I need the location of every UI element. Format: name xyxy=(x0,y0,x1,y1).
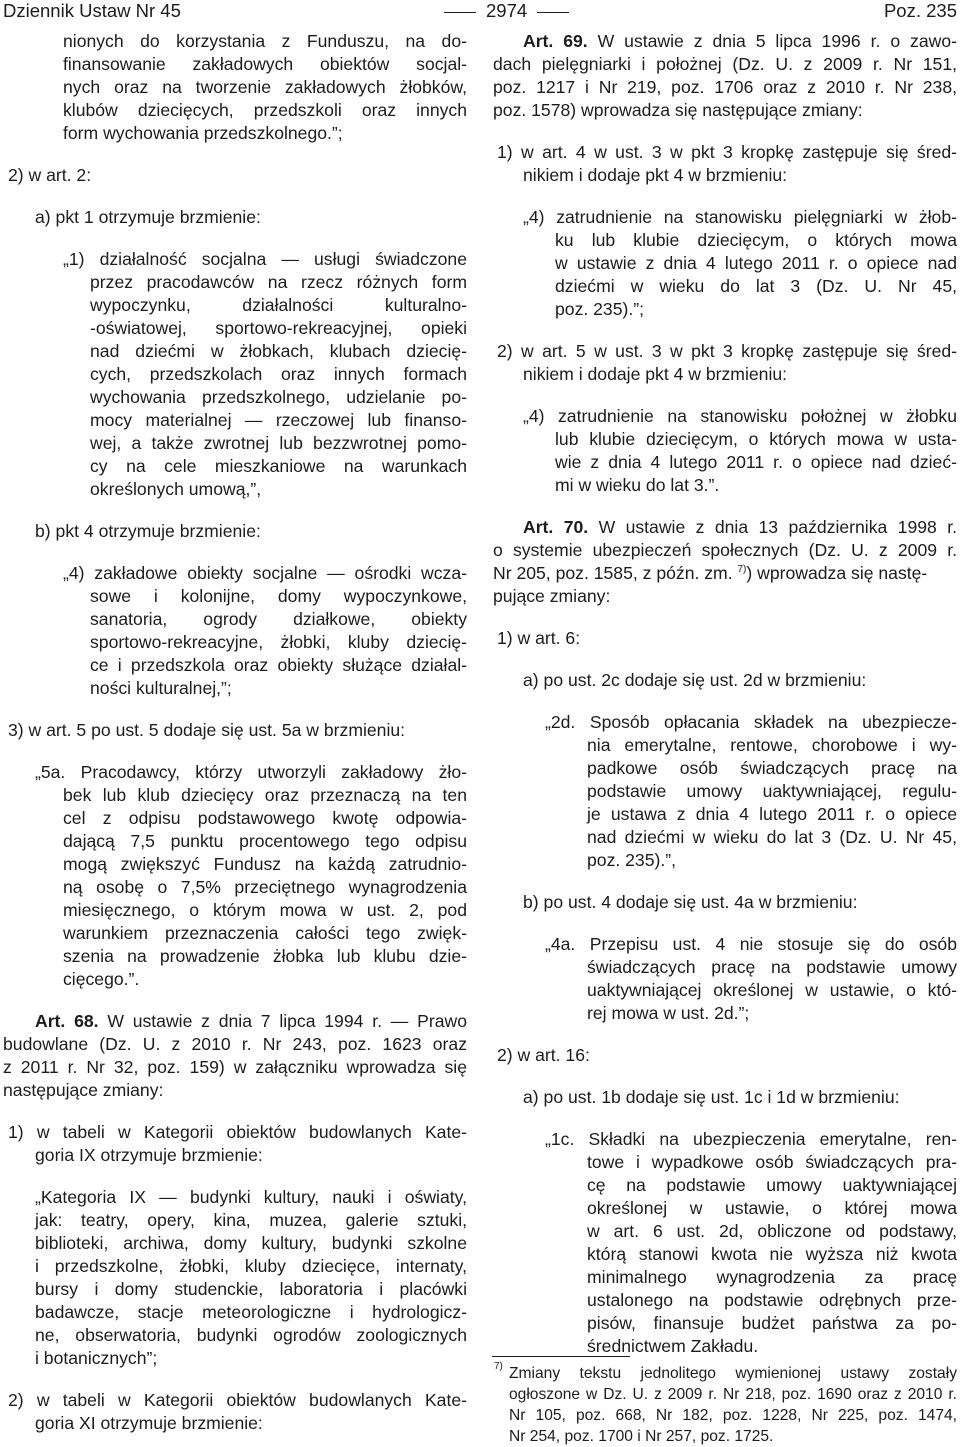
text-line: cel z odpisu podstawowego kwotę odpowia- xyxy=(63,808,467,828)
text-line: „4) zakładowe obiekty socjalne — ośrodki wcza- xyxy=(63,563,467,583)
text-line: „5a. Pracodawcy, którzy utworzyli zakładowy żło- xyxy=(35,762,467,782)
text-line: je ustawa z dnia 4 lutego 2011 r. o opiece xyxy=(587,804,957,824)
text-line: określonej w ustawie, o której mowa xyxy=(587,1198,957,1218)
text-line: Nr 205, poz. 1585, z późn. zm. $^{7)}$) wprowadza się nastę- xyxy=(493,563,928,583)
text-line: określonych umową,”, xyxy=(90,479,262,499)
text-line: o systemie ubezpieczeń społecznych (Dz. U. z 2009 r. xyxy=(493,540,957,560)
text-line: nad dziećmi w wieku do lat 3 (Dz. U. Nr 45, xyxy=(587,827,957,847)
text-line: uaktywniającej określonej w ustawie, o któ- xyxy=(587,980,957,1000)
text-line: cych, przedszkolach oraz innych formach xyxy=(90,364,467,384)
text-line: dającą 7,5 punktu procentowego tego odpisu xyxy=(63,831,467,851)
text-line: szenia na prowadzenie żłobka lub klubu dzie- xyxy=(63,946,467,966)
text-line: dach pielęgniarki i położnej (Dz. U. z 2009 r. Nr 151, xyxy=(493,54,957,74)
text-line: -oświatowej, sportowo-rekreacyjnej, opieki xyxy=(90,318,467,338)
text-line: 2) w tabeli w Kategorii obiektów budowlanych Kate- xyxy=(8,1390,467,1410)
text-line: rej mowa w ust. 2d.”; xyxy=(587,1003,750,1023)
footnote-rule xyxy=(492,1356,630,1357)
text-line: padkowe osób świadczących pracę na xyxy=(587,758,957,778)
text-line: nia emerytalne, rentowe, chorobowe i wy- xyxy=(587,735,957,755)
text-line: pujące zmiany: xyxy=(493,586,611,606)
text-line: nych oraz na tworzenie zakładowych żłobków, xyxy=(63,77,467,97)
text-line: 1) w art. 4 w ust. 3 w pkt 3 kropkę zastępuje się śred- xyxy=(497,142,957,162)
text-line: i przedszkolne, żłobki, kluby dziecięce, internaty, xyxy=(35,1256,467,1276)
text-line: cę na podstawie umowy uaktywniającej xyxy=(587,1175,957,1195)
text-line: podstawie umowy uaktywniającej, regulu- xyxy=(587,781,957,801)
text-line: w art. 6 ust. 2d, obliczone od podstawy, xyxy=(587,1221,957,1241)
text-line: bursy i domy studenckie, laboratoria i placówki xyxy=(35,1279,467,1299)
text-line: poz. 1578) wprowadza się następujące zmiany: xyxy=(493,100,863,120)
text-line: 3) w art. 5 po ust. 5 dodaje się ust. 5a w brzmieniu: xyxy=(8,720,406,740)
text-line: nikiem i dodaje pkt 4 w brzmieniu: xyxy=(523,364,788,384)
text-line: biblioteki, archiwa, domy kultury, budynki szkolne xyxy=(35,1233,467,1253)
text-line: ustalonego na podstawie odrębnych prze- xyxy=(587,1290,957,1310)
text-line: bek lub klub dziecięcy oraz przeznaczą na ten xyxy=(63,785,467,805)
text-line: miesięcznego, o którym mowa w ust. 2, pod xyxy=(63,900,467,920)
text-line: 1) w art. 6: xyxy=(497,628,581,648)
text-line: cięcego.”. xyxy=(63,969,140,989)
text-line: pisów, finansuje budżet państwa za po- xyxy=(587,1313,957,1333)
text-line: 1) w tabeli w Kategorii obiektów budowlanych Kate- xyxy=(8,1122,467,1142)
text-line: sportowo-rekreacyjne, żłobki, kluby dziecię- xyxy=(90,632,467,652)
text-line: następujące zmiany: xyxy=(3,1080,164,1100)
text-line: jak: teatry, opery, kina, muzea, galerie sztuki, xyxy=(35,1210,467,1230)
text-line: „4a. Przepisu ust. 4 nie stosuje się do osób xyxy=(545,934,957,954)
text-line: ce i przedszkola oraz obiekty służące działal- xyxy=(90,655,467,675)
text-line: 2) w art. 16: xyxy=(497,1045,590,1065)
text-line: „4) zatrudnienie na stanowisku pielęgniarki w żłob- xyxy=(523,207,957,227)
text-line: 2) w art. 2: xyxy=(8,165,92,185)
text-line: poz. 1217 i Nr 219, poz. 1706 oraz z 2010 r. Nr 238, xyxy=(493,77,957,97)
text-line: finansowanie zakładowych obiektów socjal- xyxy=(63,54,467,74)
text-line: „1) działalność socjalna — usługi świadczone xyxy=(63,249,467,269)
footnote-line: Nr 105, poz. 668, Nr 182, poz. 1228, Nr 225, poz. 1474, xyxy=(509,1407,957,1424)
text-line: ku lub klubie dziecięcym, o których mowa xyxy=(555,230,957,250)
text-line: klubów dziecięcych, przedszkoli oraz innych xyxy=(63,100,467,120)
text-line: „1c. Składki na ubezpieczenia emerytalne, ren- xyxy=(545,1129,957,1149)
text-line: a) pkt 1 otrzymuje brzmienie: xyxy=(35,207,261,227)
text-line: towe i wypadkowe osób świadczących pra- xyxy=(587,1152,957,1172)
text-line: dziećmi w wieku do lat 3 (Dz. U. Nr 45, xyxy=(555,276,957,296)
text-line: Art. 68. W ustawie z dnia 7 lipca 1994 r. — Prawo xyxy=(35,1011,467,1031)
text-line: b) pkt 4 otrzymuje brzmienie: xyxy=(35,521,261,541)
text-line: a) po ust. 1b dodaje się ust. 1c i 1d w brzmieniu: xyxy=(523,1087,900,1107)
text-line: mogą zwiększyć Fundusz na każdą zatrudnio- xyxy=(63,854,467,874)
text-line: minimalnego wynagrodzenia za pracę xyxy=(587,1267,957,1287)
text-line: b) po ust. 4 dodaje się ust. 4a w brzmieniu: xyxy=(523,892,858,912)
text-line: 2) w art. 5 w ust. 3 w pkt 3 kropkę zastępuje się śred- xyxy=(497,341,957,361)
text-line: ną osobę o 7,5% przeciętnego wynagrodzenia xyxy=(63,877,467,897)
text-line: wypoczynku, działalności kulturalno- xyxy=(90,295,467,315)
text-line: ne, obserwatoria, budynki ogrodów zoologicznych xyxy=(35,1325,467,1345)
text-line: sanatoria, ogrody działkowe, obiekty xyxy=(90,609,467,629)
text-line: i botanicznych”; xyxy=(35,1348,158,1368)
text-line: nionych do korzystania z Funduszu, na do- xyxy=(63,31,467,51)
text-line: lub klubie dziecięcym, o których mowa w usta- xyxy=(555,429,957,449)
text-line: Art. 70. W ustawie z dnia 13 października 1998 r. xyxy=(523,517,957,537)
text-line: wej, a także zwrotnej lub bezzwrotnej pomo- xyxy=(90,433,467,453)
text-line: nikiem i dodaje pkt 4 w brzmieniu: xyxy=(523,165,788,185)
text-line: świadczących pracę na podstawie umowy xyxy=(587,957,957,977)
text-line: „2d. Sposób opłacania składek na ubezpiecze- xyxy=(545,712,957,732)
text-line: „Kategoria IX — budynki kultury, nauki i oświaty, xyxy=(35,1187,467,1207)
text-line: wychowania przedszkolnego, udzielanie po- xyxy=(90,387,467,407)
text-line: goria XI otrzymuje brzmienie: xyxy=(35,1413,263,1433)
text-line: cy na cele mieszkaniowe na warunkach xyxy=(90,456,467,476)
text-line: warunkiem przeznaczenia całości tego zwięk- xyxy=(63,923,467,943)
text-line: nad dziećmi w żłobkach, klubach dziecię- xyxy=(90,341,467,361)
footnote-mark: 7) xyxy=(494,1360,503,1372)
text-line: form wychowania przedszkolnego.”; xyxy=(63,123,343,143)
text-line: goria IX otrzymuje brzmienie: xyxy=(35,1145,263,1165)
text-line: wie z dnia 4 lutego 2011 r. o opiece nad dzieć- xyxy=(555,452,957,472)
text-line: budowlane (Dz. U. z 2010 r. Nr 243, poz. 1623 oraz xyxy=(3,1034,467,1054)
page-header xyxy=(0,0,960,26)
position-number: Poz. 235 xyxy=(883,0,957,21)
text-line: ności kulturalnej,”; xyxy=(90,678,232,698)
journal-title: Dziennik Ustaw Nr 45 xyxy=(3,0,181,21)
text-line: Art. 69. W ustawie z dnia 5 lipca 1996 r. o zawo- xyxy=(523,31,957,51)
text-line: badawcze, stacje meteorologiczne i hydrologicz- xyxy=(35,1302,467,1322)
page-number: 2974 xyxy=(434,0,579,24)
text-line: a) po ust. 2c dodaje się ust. 2d w brzmieniu: xyxy=(523,670,867,690)
text-line: którą stanowi kwota nie wyższa niż kwota xyxy=(587,1244,957,1264)
footnote-line: Nr 254, poz. 1700 i Nr 257, poz. 1725. xyxy=(509,1428,774,1445)
footnote-ref: 7) xyxy=(737,564,747,576)
text-line: mocy materialnej — rzeczowej lub finanso- xyxy=(90,410,467,430)
footnote-line: Zmiany tekstu jednolitego wymienionej ustawy zostały xyxy=(509,1365,957,1382)
text-line: średnictwem Zakładu. xyxy=(587,1336,759,1356)
text-line: „4) zatrudnienie na stanowisku położnej w żłobku xyxy=(523,406,957,426)
text-line: sowe i kolonijne, domy wypoczynkowe, xyxy=(90,586,467,606)
text-line: poz. 235).”, xyxy=(587,850,676,870)
footnote-line: ogłoszone w Dz. U. z 2009 r. Nr 218, poz. 1690 oraz z 2010 r. xyxy=(509,1386,957,1403)
text-line: przez pracodawców na rzecz różnych form xyxy=(90,272,467,292)
text-line: poz. 235).”; xyxy=(555,299,644,319)
text-line: mi w wieku do lat 3.”. xyxy=(555,475,720,495)
text-line: z 2011 r. Nr 32, poz. 159) w załączniku wprowadza się xyxy=(3,1057,467,1077)
text-line: w ustawie z dnia 4 lutego 2011 r. o opiece nad xyxy=(555,253,957,273)
